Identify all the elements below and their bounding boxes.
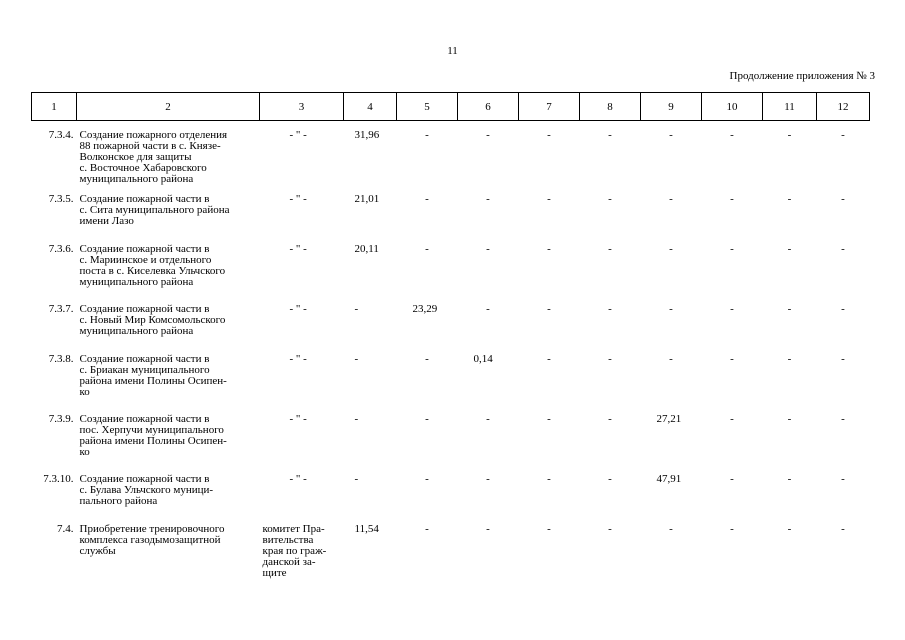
row-value: - xyxy=(841,192,845,205)
continuation-label: Продолжение приложения № 3 xyxy=(729,70,875,82)
row-value: - xyxy=(425,352,429,365)
row-value: - xyxy=(787,192,792,205)
row-value: - xyxy=(547,302,551,315)
row-executor-cell xyxy=(260,244,344,304)
row-value: - xyxy=(730,412,734,425)
header-cell: 8 xyxy=(580,93,641,121)
row-value: 21,01 xyxy=(354,192,380,205)
row-value: - xyxy=(669,302,673,315)
table-row xyxy=(32,121,870,194)
row-value: - xyxy=(486,412,490,425)
header-cell: 4 xyxy=(344,93,397,121)
table-row xyxy=(32,244,870,304)
row-value: - xyxy=(486,472,490,485)
row-value: - xyxy=(547,242,551,255)
row-value: - xyxy=(669,242,673,255)
row-value: - xyxy=(669,352,673,365)
table-row xyxy=(32,304,870,354)
row-value: - xyxy=(730,242,734,255)
row-description: Создание пожарного отделения 88 пожарной части в с. Князе- Волконское для защиты с. Восточное Хабаровского муниципального района xyxy=(79,129,228,185)
appendix-table xyxy=(31,92,870,586)
row-description: Создание пожарной части в с. Сита муниципального района имени Лазо xyxy=(79,192,230,227)
row-value: - xyxy=(730,472,734,485)
row-value: - xyxy=(669,192,673,205)
table-row xyxy=(32,414,870,474)
row-value: - xyxy=(354,472,359,485)
row-number: 7.3.10. xyxy=(43,472,74,485)
row-executor-cell xyxy=(260,354,344,414)
table-row xyxy=(32,474,870,524)
table-header xyxy=(32,93,870,121)
header-cell: 1 xyxy=(32,93,77,121)
row-value: - xyxy=(787,472,792,485)
row-description-cell xyxy=(77,244,260,304)
row-value: - xyxy=(547,129,551,141)
row-description: Приобретение тренировочного комплекса газодымозащитной службы xyxy=(79,522,225,557)
row-description-cell xyxy=(77,304,260,354)
header-cell: 3 xyxy=(260,93,344,121)
row-value: - xyxy=(730,192,734,205)
row-value: - xyxy=(841,412,845,425)
row-description-cell xyxy=(77,354,260,414)
row-value: - xyxy=(841,472,845,485)
row-value: - xyxy=(787,412,792,425)
row-number: 7.3.5. xyxy=(48,192,74,205)
row-value: - xyxy=(608,352,612,365)
row-value: - xyxy=(787,522,792,535)
row-value: - xyxy=(425,472,429,485)
row-number: 7.4. xyxy=(57,522,74,535)
row-executor: комитет Пра- вительства края по граж- данской за- щите xyxy=(262,522,327,579)
row-value: - xyxy=(608,472,612,485)
row-value: - xyxy=(730,302,734,315)
row-value: - xyxy=(425,412,429,425)
row-value: 27,21 xyxy=(656,412,682,425)
row-executor-cell xyxy=(260,524,344,586)
header-row xyxy=(32,93,870,121)
header-cell: 10 xyxy=(702,93,763,121)
row-value: - xyxy=(425,522,429,535)
row-executor: - " - xyxy=(289,412,307,425)
row-value: 11,54 xyxy=(354,522,379,535)
row-executor-cell xyxy=(260,304,344,354)
table-row xyxy=(32,524,870,586)
row-value: - xyxy=(841,242,845,255)
header-cell: 7 xyxy=(519,93,580,121)
row-executor-cell xyxy=(260,474,344,524)
row-executor: - " - xyxy=(289,472,307,485)
header-cell: 11 xyxy=(763,93,817,121)
row-value: - xyxy=(669,129,673,141)
row-description: Создание пожарной части в с. Мариинское и отдельного поста в с. Киселевка Ульчского муниципального района xyxy=(79,242,226,288)
row-value: - xyxy=(608,192,612,205)
row-value: - xyxy=(608,412,612,425)
row-value: - xyxy=(787,352,792,365)
row-description-cell xyxy=(77,474,260,524)
row-value: 0,14 xyxy=(473,352,493,365)
row-value: - xyxy=(486,192,490,205)
row-value: - xyxy=(841,302,845,315)
row-value: - xyxy=(730,522,734,535)
row-number: 7.3.7. xyxy=(48,302,74,315)
row-description-cell xyxy=(77,414,260,474)
row-value: - xyxy=(425,192,429,205)
header-cell: 12 xyxy=(817,93,870,121)
row-value: - xyxy=(486,242,490,255)
row-value: 23,29 xyxy=(412,302,438,315)
row-description: Создание пожарной части в с. Булава Ульчского муници- пального района xyxy=(79,472,214,507)
row-value: 20,11 xyxy=(354,242,379,255)
row-description: Создание пожарной части в с. Бриакан муниципального района имени Полины Осипен- ко xyxy=(79,352,227,398)
header-cell: 5 xyxy=(397,93,458,121)
row-value: - xyxy=(841,352,845,365)
row-value: - xyxy=(608,129,612,141)
row-value: - xyxy=(486,129,490,141)
row-value: - xyxy=(547,472,551,485)
row-value: - xyxy=(841,522,845,535)
row-value: - xyxy=(547,522,551,535)
row-executor: - " - xyxy=(289,129,307,141)
row-executor-cell xyxy=(260,414,344,474)
row-executor: - " - xyxy=(289,302,307,315)
row-description-cell xyxy=(77,121,260,194)
row-value: - xyxy=(730,129,734,141)
header-cell: 9 xyxy=(641,93,702,121)
row-value: 47,91 xyxy=(656,472,682,485)
row-value: - xyxy=(547,192,551,205)
row-description: Создание пожарной части в пос. Херпучи муниципального района имени Полины Осипен- ко xyxy=(79,412,227,458)
row-description: Создание пожарной части в с. Новый Мир Комсомольского муниципального района xyxy=(79,302,226,337)
table-row xyxy=(32,354,870,414)
row-value: - xyxy=(787,129,792,141)
row-value: - xyxy=(787,302,792,315)
header-cell: 2 xyxy=(77,93,260,121)
row-number: 7.3.8. xyxy=(48,352,74,365)
row-number: 7.3.9. xyxy=(48,412,74,425)
row-value: - xyxy=(608,302,612,315)
row-executor-cell xyxy=(260,194,344,244)
row-description-cell xyxy=(77,194,260,244)
row-executor-cell xyxy=(260,121,344,194)
row-executor: - " - xyxy=(289,242,307,255)
row-value: - xyxy=(787,242,792,255)
row-value: - xyxy=(730,352,734,365)
header-cell: 6 xyxy=(458,93,519,121)
row-value: 31,96 xyxy=(354,129,380,141)
row-value: - xyxy=(669,522,673,535)
row-value: - xyxy=(486,302,490,315)
row-value: - xyxy=(547,352,551,365)
row-value: - xyxy=(486,522,490,535)
row-value: - xyxy=(354,302,359,315)
row-executor: - " - xyxy=(289,192,307,205)
row-number: 7.3.6. xyxy=(48,242,74,255)
table-body xyxy=(32,121,870,586)
row-value: - xyxy=(608,522,612,535)
row-description-cell xyxy=(77,524,260,586)
row-value: - xyxy=(608,242,612,255)
row-value: - xyxy=(354,412,359,425)
row-value: - xyxy=(841,129,845,141)
page-number: 11 xyxy=(447,45,458,57)
row-number: 7.3.4. xyxy=(48,129,74,141)
table-row xyxy=(32,194,870,244)
row-executor: - " - xyxy=(289,352,307,365)
row-value: - xyxy=(547,412,551,425)
row-value: - xyxy=(425,242,429,255)
row-value: - xyxy=(425,129,429,141)
row-value: - xyxy=(354,352,359,365)
